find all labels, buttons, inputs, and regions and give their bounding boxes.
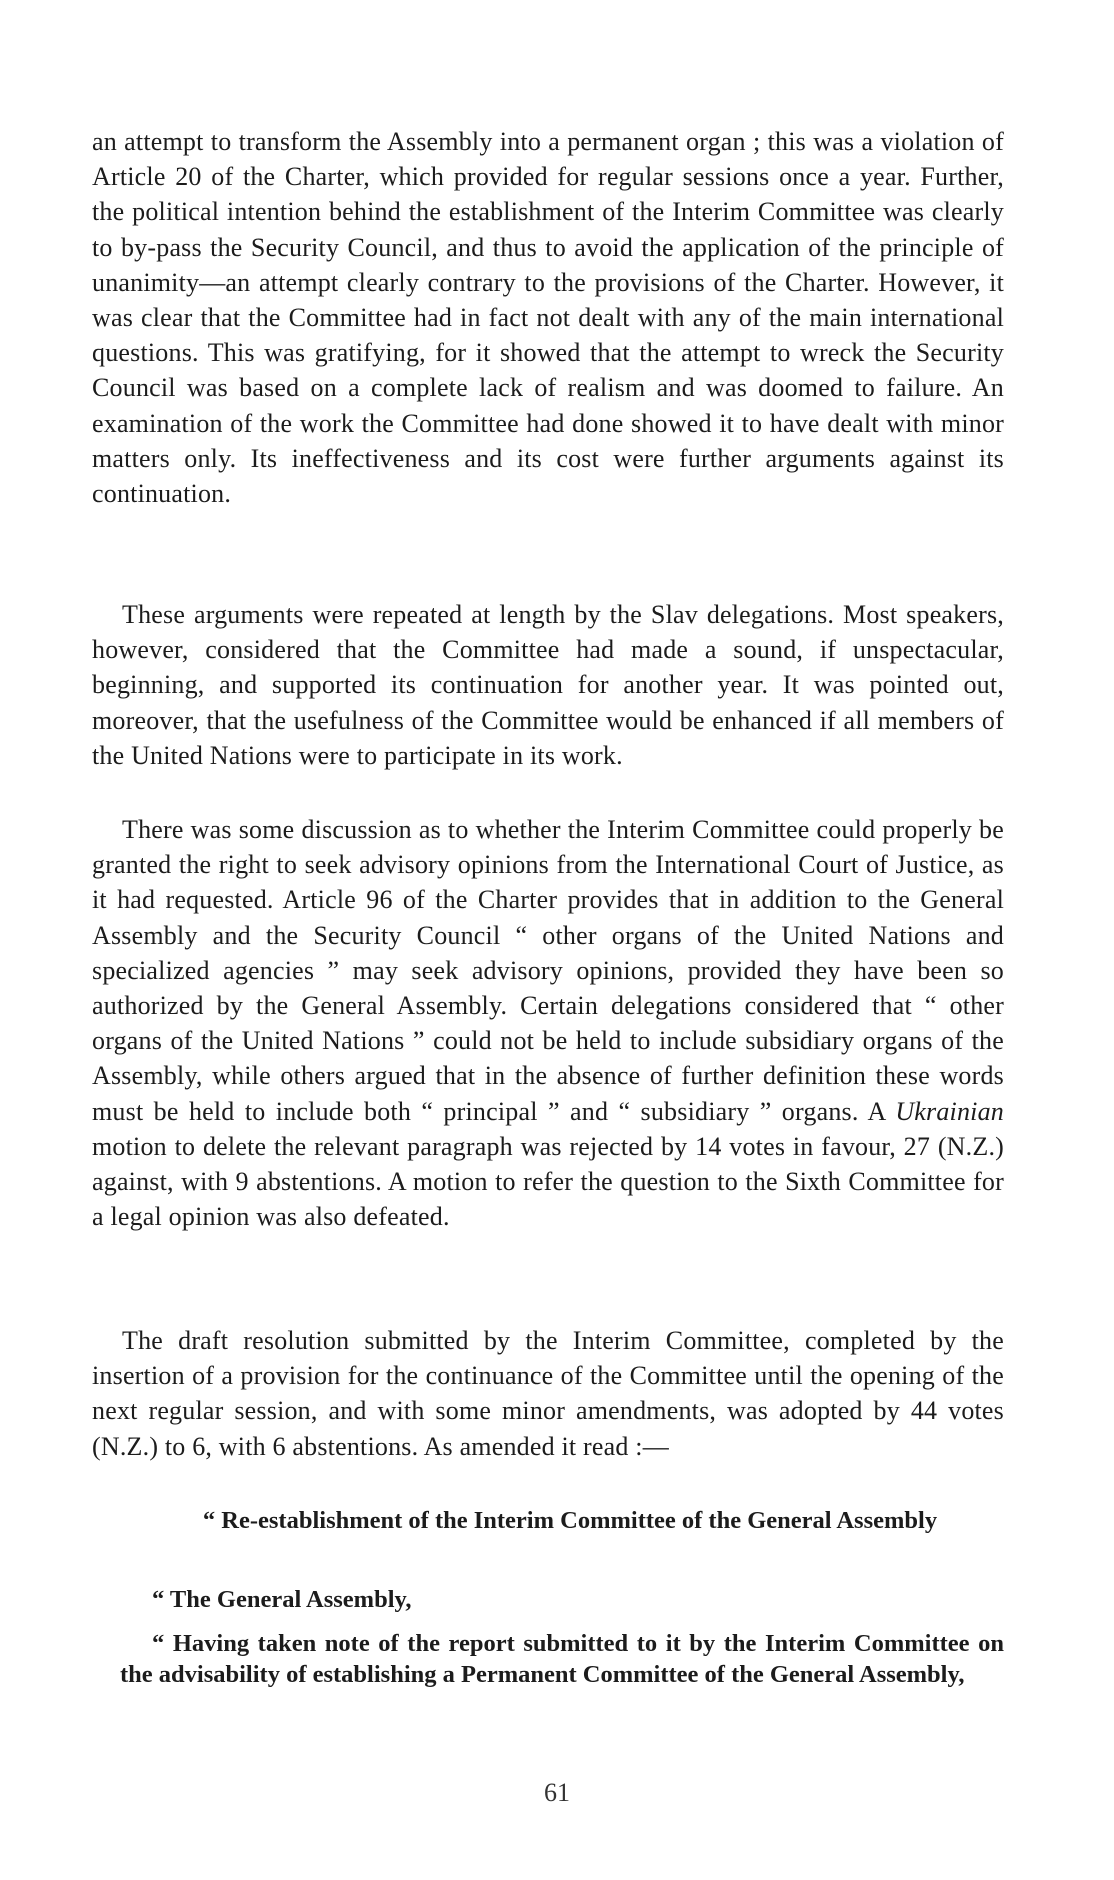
paragraph-2 (92, 597, 1004, 773)
paragraph-3-tail-b: motion to delete the relevant paragraph was rejected by 14 votes in favour, 27 (N.Z.) against, with 9 abstentions. A motion to refer the question to the Sixth Committee for a legal opinion was also defeated. (92, 1131, 1004, 1232)
paragraph-4-text: The draft resolution submitted by the Interim Committee, completed by the insertion of a provision for the continuance of the Committee until the opening of the next regular session, and with some minor amendments, was adopted by 44 votes (N.Z.) to 6, with 6 abstentions. As amended it read :— (92, 1326, 1004, 1461)
resolution-line-1: “ The General Assembly, (152, 1586, 412, 1613)
paragraph-3-text (92, 812, 1004, 1234)
ukrainian-italic: Ukrainian (895, 1096, 1004, 1126)
paragraph-3 (92, 812, 1004, 1234)
paragraph-1-text: an attempt to transform the Assembly into a permanent organ ; this was a violation of Article 20 of the Charter, which provided for regular sessions once a year. Further, the political intention behind the establishment of the Interim Committee was clearly to by-pass the Security Council, and thus to avoid the application of the principle of unanimity—an attempt clearly contrary to the provisions of the Charter. However, it was clear that the Committee had in fact not dealt with any of the main international questions. This was gratifying, for it showed that the attempt to wreck the Security Council was based on a complete lack of realism and was doomed to failure. An examination of the work the Committee had done showed it to have dealt with minor matters only. Its ineffectiveness and its cost were further arguments against its continuation. (92, 127, 1004, 509)
resolution-title: “ Re-establishment of the Interim Committee of the General Assembly (202, 1507, 938, 1534)
paragraph-2-text: These arguments were repeated at length by the Slav delegations. Most speakers, however, considered that the Committee had made a sound, if unspectacular, beginning, and supported its continuation for another year. It was pointed out, moreover, that the usefulness of the Committee would be enhanced if all members of the United Nations were to participate in its work. (92, 600, 1004, 770)
paragraph-3-main: There was some discussion as to whether the Interim Committee could properly be granted the right to seek advisory opinions from the International Court of Justice, as it had requested. Article 96 of the Charter provides that in addition to the General Assembly and the Security Council “ other organs of the United Nations and specialized agencies ” may seek advisory opinions, provided they have been so authorized by the General Assembly. Certain delegations considered that “ other organs of the United Nations ” could not be held to include subsidiary organs of the Assembly, while others argued that in the absence of further definition these words must be held to include both “ principal ” and “ subsidiary ” organs. (92, 815, 1004, 1126)
paragraph-1 (92, 124, 1004, 511)
page-number: 61 (544, 1778, 570, 1807)
paragraph-4 (92, 1323, 1004, 1464)
paragraph-3-tail-a: A (858, 1096, 896, 1126)
resolution-line-2: “ Having taken note of the report submitted to it by the Interim Committee on the advisability of establishing a Permanent Committee of the General Assembly, (120, 1630, 1004, 1688)
